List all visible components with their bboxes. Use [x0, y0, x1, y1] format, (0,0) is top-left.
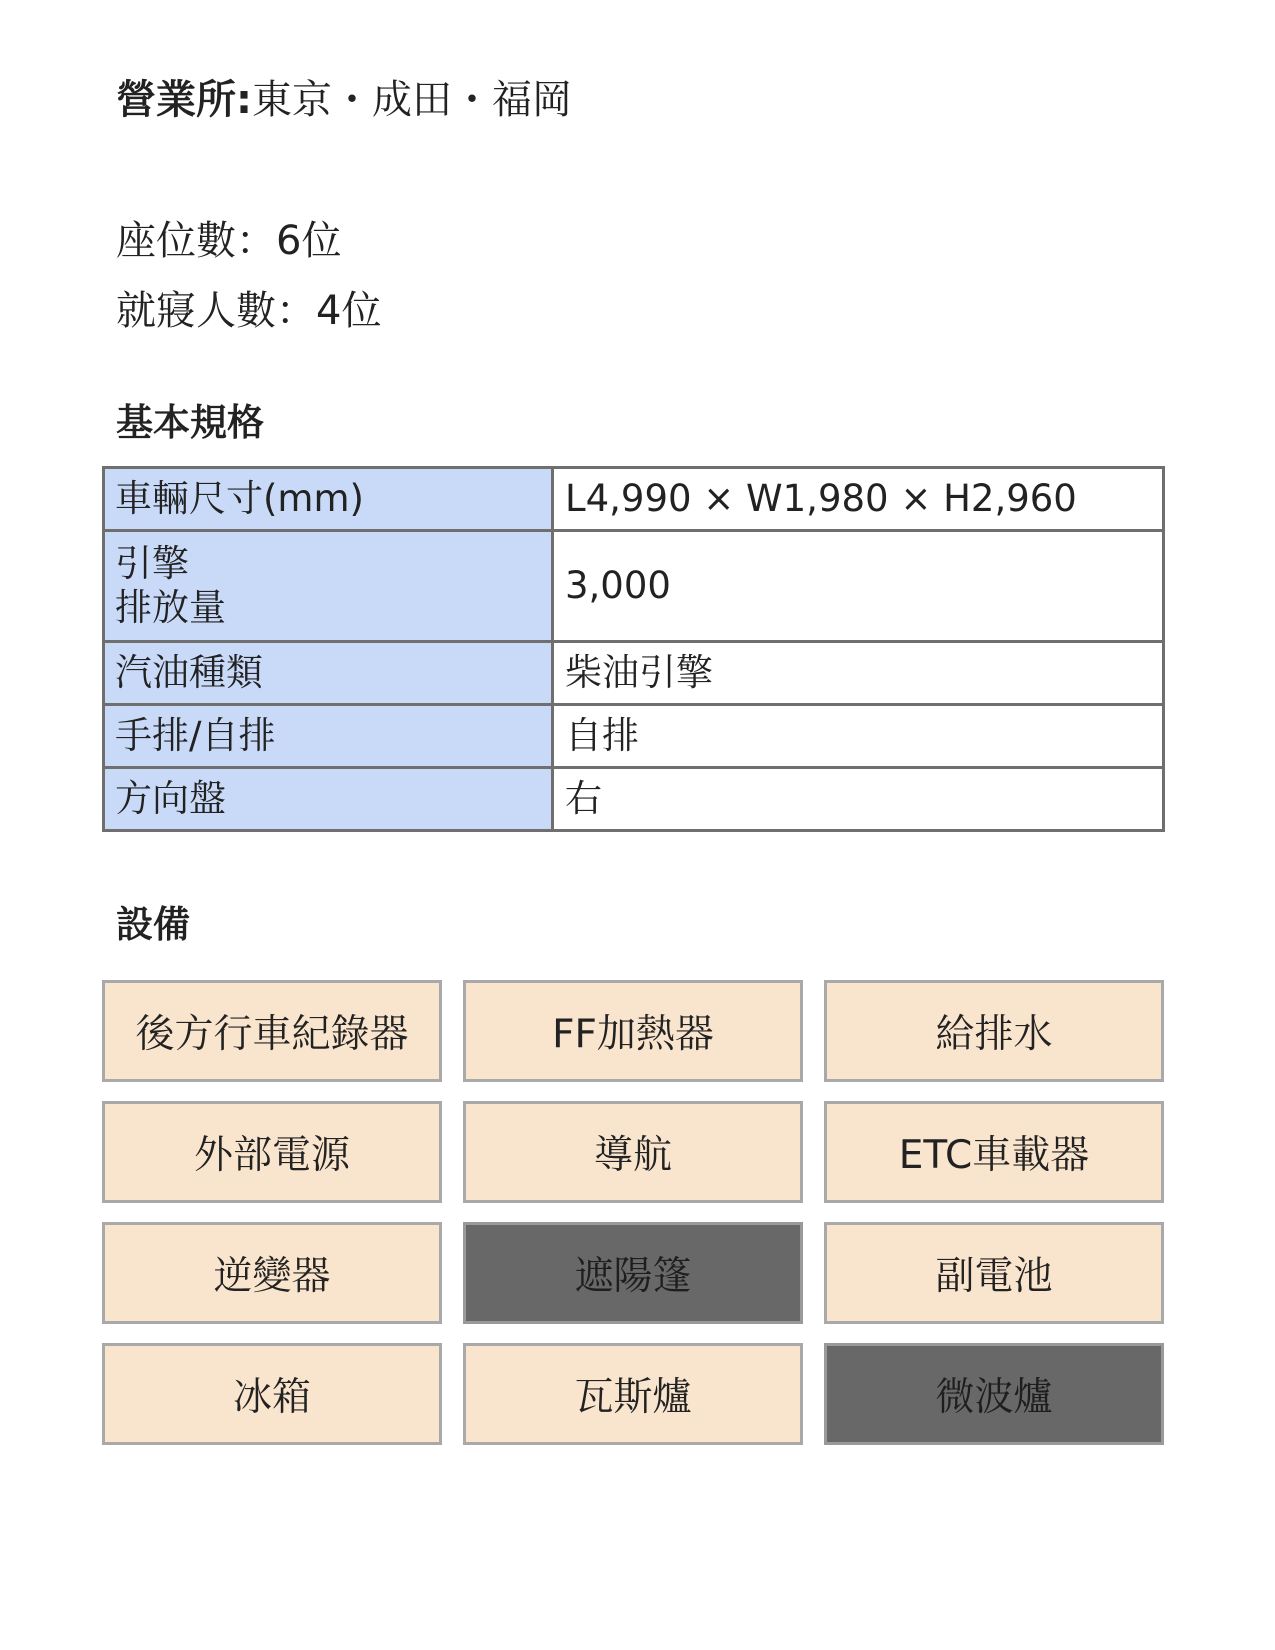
- seat-count: 座位數：6位: [116, 218, 342, 264]
- spec-key: 車輛尺寸(mm): [104, 468, 553, 531]
- spec-key: 手排/自排: [104, 705, 553, 768]
- spec-key: 方向盤: [104, 768, 553, 831]
- equipment-item-etc-unit: ETC車載器: [824, 1101, 1164, 1203]
- spec-row-dimensions: [104, 468, 1164, 531]
- equipment-item-inverter: 逆變器: [102, 1222, 442, 1324]
- spec-key: 汽油種類: [104, 642, 553, 705]
- spec-value: 自排: [553, 705, 1164, 768]
- equipment-item-external-power: 外部電源: [102, 1101, 442, 1203]
- equipment-grid: [102, 980, 1165, 1445]
- office-locations: [116, 70, 572, 130]
- spec-value: 3,000: [553, 531, 1164, 642]
- spec-value: 右: [553, 768, 1164, 831]
- equipment-item-microwave: 微波爐: [824, 1343, 1164, 1445]
- sleeping-capacity: 就寢人數：4位: [116, 288, 382, 334]
- spec-row-transmission: [104, 705, 1164, 768]
- spec-section-title: 基本規格: [116, 401, 264, 444]
- equipment-item-ff-heater: FF加熱器: [463, 980, 803, 1082]
- equipment-item-awning: 遮陽篷: [463, 1222, 803, 1324]
- equipment-section-title: 設備: [116, 903, 190, 946]
- spec-value: L4,990 × W1,980 × H2,960: [553, 468, 1164, 531]
- office-value: 東京・成田・福岡: [252, 77, 572, 123]
- equipment-item-navigation: 導航: [463, 1101, 803, 1203]
- capacity-info: [116, 206, 381, 346]
- spec-row-fuel-type: [104, 642, 1164, 705]
- spec-row-steering: [104, 768, 1164, 831]
- spec-value: 柴油引擎: [553, 642, 1164, 705]
- equipment-item-gas-stove: 瓦斯爐: [463, 1343, 803, 1445]
- spec-key: 引擎 排放量: [104, 531, 553, 642]
- spec-row-displacement: [104, 531, 1164, 642]
- equipment-item-rear-dashcam: 後方行車紀錄器: [102, 980, 442, 1082]
- equipment-item-refrigerator: 冰箱: [102, 1343, 442, 1445]
- office-label: 營業所:: [116, 77, 252, 123]
- spec-table: [102, 466, 1165, 832]
- equipment-item-water-supply: 給排水: [824, 980, 1164, 1082]
- equipment-item-sub-battery: 副電池: [824, 1222, 1164, 1324]
